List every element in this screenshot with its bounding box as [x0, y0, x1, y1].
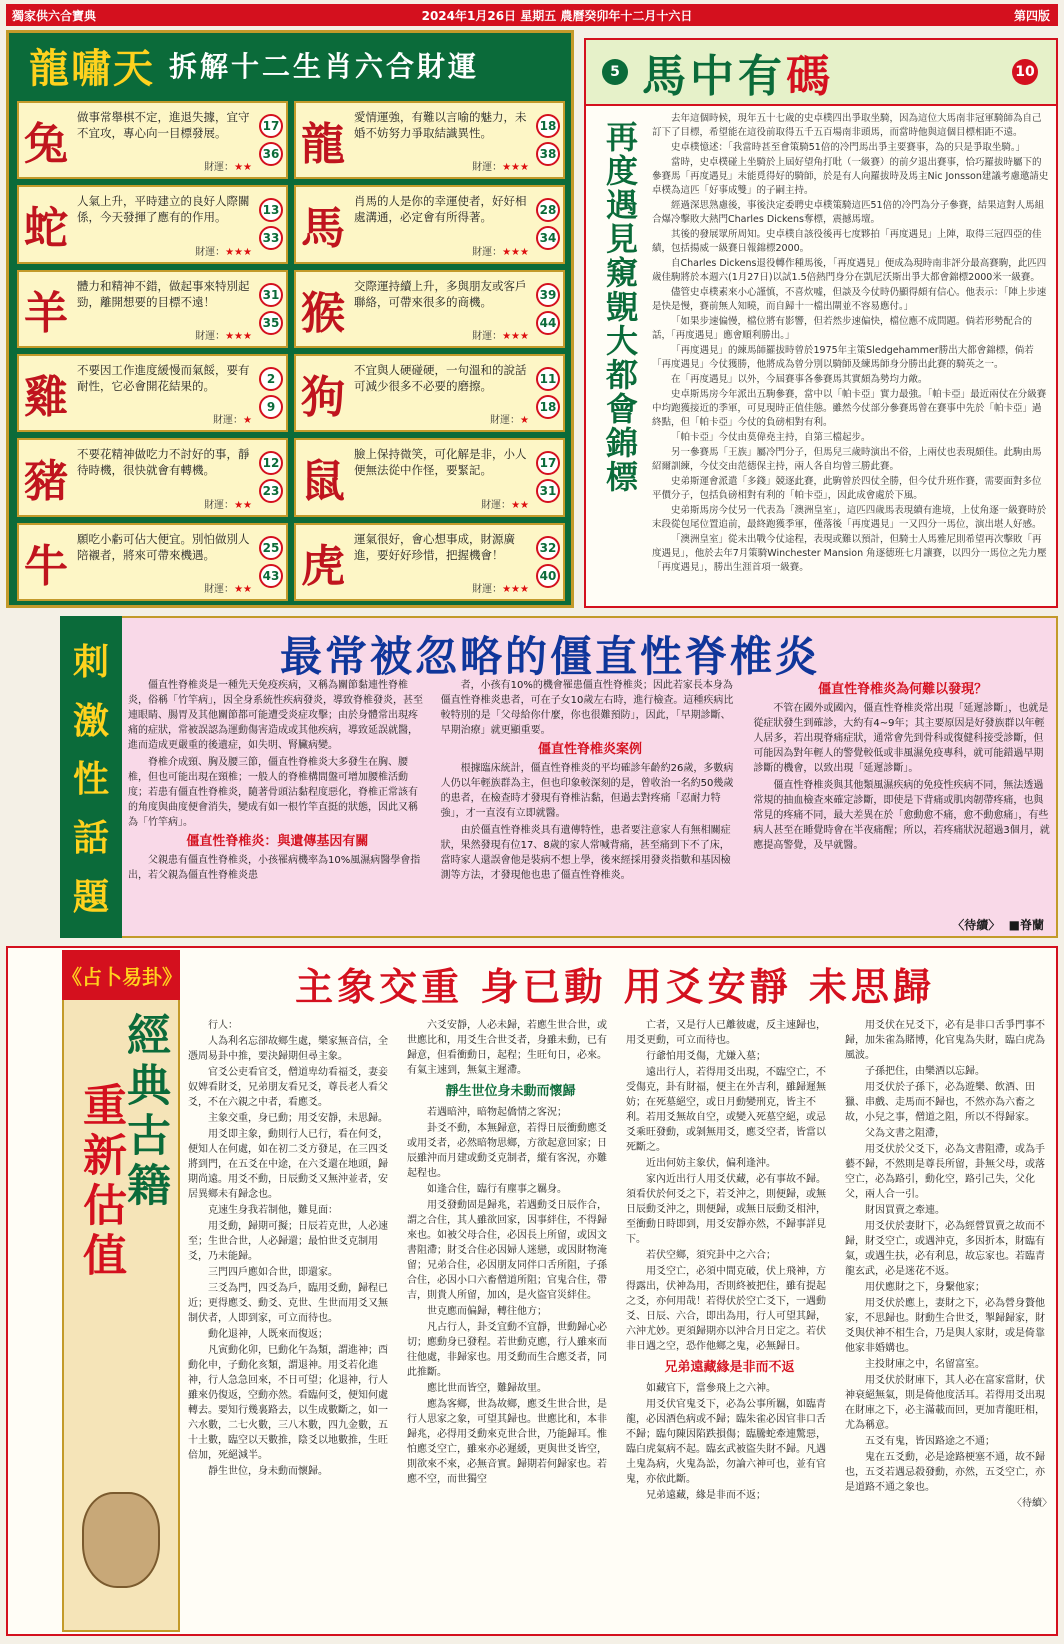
- zodiac-content: [350, 356, 533, 430]
- zodiac-cell: [294, 354, 565, 432]
- article-paragraph: 根據臨床統計，僵直性脊椎炎的平均確診年齡約26歲，多數病人仍以年輕族群為主，但也印象較深刻的是，曾收治一名約50幾歲的患者，在檢查時才發現有脊椎沾黏，但過去對疼痛「忍耐力特強」，才一直沒有立即就醫。: [440, 763, 734, 819]
- lucky-number: 43: [259, 564, 283, 588]
- zodiac-wealth: [77, 411, 252, 426]
- divination-column-1: [188, 1018, 395, 1634]
- masthead-publisher: 獨家供六合寶典: [12, 8, 97, 23]
- zodiac-fortune: 人氣上升，平時建立的良好人際關係，今天發揮了應有的作用。: [77, 194, 250, 225]
- scroll-text-revalue: 重新估值: [75, 1082, 126, 1282]
- zodiac-content: [73, 103, 256, 177]
- zodiac-cell: [294, 185, 565, 263]
- zodiac-cell: [17, 354, 288, 432]
- lucky-number: 35: [259, 311, 283, 335]
- horse-title: [642, 40, 834, 104]
- lucky-number: 2: [259, 367, 283, 391]
- article-paragraph: 三爻為門，四爻為戶，臨用爻動，歸程已近；更得應爻、動爻、克世、生世而用爻又無制伏者，人即到家，可立而待也。: [188, 1283, 388, 1324]
- article-paragraph: 用爻發動固是歸兆，若遇動爻日辰作合，謂之合住，其人雖欲回家，因事絆住，不得歸來也。如被父母合住，必因長上所留，或因文書阻滯；財爻合住必因婦人迷戀，或因財物淹留；兄弟合住，必因朋友同伴口舌所阻，子孫合住，必因小口六畜僧道所阻；官鬼合住，帶吉，則貴人所留，加凶，是火盜官災絆住。: [407, 1200, 607, 1301]
- zodiac-animal: 鼠: [301, 456, 345, 508]
- article-paragraph: 凡寅動化卯，巳動化午為類，謂進神；酉動化申，子動化亥類，謂退神。用爻若化進神，行人急急回來，不日可望；化退神，行人雖來仍復返，空動亦然。看臨何爻，便知何處轉去。要知行幾裏路去，以生成數斷之，如一六水數，二七火數，三八木數，四九金數，五十土數，臨空以天數推，陰爻以地數推，生旺倍加，死絕減半。: [188, 1345, 388, 1461]
- wealth-label: 財運：: [204, 162, 235, 174]
- article-paragraph: 史卓斯馬房今年派出五駒參賽，當中以「帕卡亞」實力最強。「帕卡亞」最近兩仗在分級賽中均跑獲接近的季軍，可見現時正值佳態。雖然今仗部分參賽馬曾在賽事中先於「帕卡亞」過終點，但「帕卡亞」今仗的負磅相對有利。: [652, 389, 1047, 428]
- zodiac-animal: 猴: [301, 287, 345, 339]
- zodiac-fortune: 體力和精神不錯，做起事來特別起勁，離開想要的目標不遠！: [77, 278, 250, 309]
- article-paragraph: 去年這個時候，現年五十七歲的史卓樸四出爭取坐騎，因為這位大馬南非冠軍騎師為自己訂下了目標，希望能在這役前取得五千五百場南非頭馬，而當時他與這個目標相距不遠。: [652, 113, 1042, 138]
- lucky-number: 31: [536, 479, 560, 503]
- lucky-number: 12: [259, 451, 283, 475]
- zodiac-cell: [17, 101, 288, 179]
- article-paragraph: 財因買賣之牽連。: [865, 1205, 945, 1216]
- article-paragraph: 用爻伏於子孫下，必為遊樂、飲酒、田獵、串戲、走馬而不歸也，不然亦為六畜之故，小兒之事，僧道之阻，所以不得歸家。: [845, 1082, 1035, 1123]
- zodiac-content: [350, 272, 533, 346]
- wealth-label: 財運：: [204, 499, 235, 511]
- wealth-stars: ★★★: [502, 584, 529, 595]
- article-paragraph: 應比世而皆空，難歸故里。: [427, 1383, 547, 1394]
- article-paragraph: 子孫把住，由樂酒以忘歸。: [865, 1066, 985, 1077]
- zodiac-wealth: [77, 580, 252, 595]
- article-paragraph: 如逢合住，臨行有塵事之羈身。: [427, 1184, 567, 1195]
- zodiac-fortune: 肖馬的人是你的幸運使者，好好相處溝通，必定會有所得著。: [354, 194, 527, 225]
- article-paragraph: 應為客鄉，世為故鄉，應爻生世合世，是行人思家之象，可望其歸也。世應比和，本非歸兆，必得用爻動來克世合世，乃能歸耳。惟怕應爻空亡，雖來亦必遲緩，更與世爻皆空，則欲來不來，必無音實。歸期若何歸家也。若應不空，而世獨空: [407, 1399, 607, 1485]
- section-heading: 兄弟遠藏緣是非而不返: [664, 1360, 795, 1375]
- zodiac-animal: 龍: [301, 119, 345, 171]
- zodiac-fortune: 不要花精神做吃力不討好的事，靜待時機，很快就會有轉機。: [77, 447, 250, 478]
- health-article-title: 最常被忽略的僵直性脊椎炎: [279, 632, 820, 681]
- lucky-number: 36: [259, 142, 283, 166]
- lucky-number: 23: [259, 479, 283, 503]
- article-paragraph: 者，小孩有10%的機會罹患僵直性脊椎炎；因此若家長本身為僵直性脊椎炎患者，可在子女10歲左右時，進行檢查。這種疾病比較特別的是「父母給你什麼，你也很難預防」，因此，「早期診斷、早期治療」就更顯重要。: [440, 680, 734, 736]
- zodiac-wealth: [77, 327, 252, 342]
- zodiac-fortune: 不宜與人硬碰硬，一句溫和的說話可減少很多不必要的磨擦。: [354, 363, 527, 393]
- article-paragraph: 三門四戶應如合世，即還家。: [208, 1267, 338, 1278]
- wealth-stars: ★: [243, 415, 252, 427]
- wealth-stars: ★★: [234, 162, 252, 174]
- horse-headline: 再度遇見窺覬大都會錦標: [601, 120, 639, 494]
- lucky-number: 33: [259, 226, 283, 250]
- wealth-label: 財運：: [213, 415, 244, 427]
- side-banner-char: 題: [72, 876, 109, 919]
- wealth-label: 財運：: [472, 584, 503, 595]
- zodiac-numbers: [533, 272, 563, 346]
- zodiac-header: [9, 33, 571, 97]
- number-badge-left: 5: [602, 59, 628, 85]
- article-paragraph: 鬼在五爻動，必是途路梗塞不通，故不歸也，五爻若遇忌殺發動，亦然，五爻空亡，亦是道路不通之象也。: [845, 1452, 1045, 1493]
- lucky-number: 17: [536, 451, 560, 475]
- article-paragraph: 當時，史卓樸碰上坐騎於上屆好望角打吡（一級賽）的前夕退出賽事，恰巧羅拔時屬下的參賽馬「再度遇見」未能覓得好的騎師，於是有人向羅拔時及馬主Nic Jonsson建議考慮邀請史卓樸為這匹「好事成雙」的子嗣主持。: [652, 157, 1049, 196]
- zodiac-wealth: [354, 411, 529, 426]
- zodiac-grid: [17, 101, 565, 601]
- zodiac-numbers: [256, 440, 286, 514]
- wealth-label: 財運：: [472, 331, 503, 342]
- wealth-label: 財運：: [195, 331, 226, 342]
- article-paragraph: 人為利名忘卻故鄉生處，樂家無音信，全憑周易卦中推，要決歸期但尋主象。: [188, 1036, 388, 1062]
- article-paragraph: 用爻伏官鬼爻下，必為公事所羈，如臨青龍，必因酒色病或不歸；臨朱雀必因官非口舌不歸；臨句陳因陷跌損傷；臨騰蛇牽連驚惡，臨白虎氣病不起。臨玄武被盜失財不歸。凡遇土鬼為病，火鬼為訟，勿論六神可也，並有官鬼，亦依此斷。: [626, 1399, 826, 1485]
- wealth-label: 財運：: [472, 162, 503, 174]
- article-paragraph: 世克應而偏歸，轉往他方；: [427, 1306, 547, 1317]
- zodiac-fortune: 臉上保持微笑，可化解是非，小人便無法從中作怪，要緊記。: [354, 447, 527, 478]
- zodiac-numbers: [256, 272, 286, 346]
- masthead: [6, 4, 1058, 26]
- article-paragraph: 在「再度遇見」以外，今屆賽事各參賽馬其實頗為勢均力敵。: [671, 374, 928, 385]
- wealth-stars: ★★: [234, 584, 252, 595]
- number-badge-right: 10: [1012, 59, 1038, 85]
- health-column-1: [128, 678, 427, 934]
- zodiac-content: [73, 356, 256, 430]
- article-paragraph: 「再度遇見」的練馬師羅拔時曾於1975年主策Sledgehammer勝出大都會錦標，倘若「再度遇見」今仗獲勝，他將成為曾分別以騎師及練馬師身分勝出此賽的騎英之一。: [652, 345, 1034, 370]
- article-paragraph: 用爻動，歸期可擬；日辰若克世，人必速至；生世合世，人必歸還；最怕世爻克制用爻，乃未能歸。: [188, 1221, 388, 1262]
- zodiac-numbers: [533, 103, 563, 177]
- wealth-stars: ★★: [234, 499, 252, 511]
- article-paragraph: 家內近出行人用爻伏藏，必有事故不歸。須看伏於何爻之下，若爻沖之，則便歸，或無日辰動爻沖之，則便歸，或無日辰動爻相沖，至衝動日時即到，用爻安靜亦然，不歸事詳見下。: [626, 1174, 826, 1245]
- lucky-number: 18: [536, 114, 560, 138]
- section-heading: 靜生世位身未動而懷歸: [445, 1084, 576, 1099]
- article-paragraph: 如藏官下，當參飛上之六神。: [646, 1383, 776, 1394]
- lucky-number: 13: [259, 198, 283, 222]
- zodiac-numbers: [256, 525, 286, 599]
- zodiac-animal: 羊: [24, 287, 68, 339]
- side-banner-char: 話: [72, 817, 109, 860]
- wealth-stars: ★★★: [225, 331, 252, 342]
- health-byline: [952, 916, 1044, 933]
- zodiac-fortune: 運氣很好，會心想事成，財源廣進，要好好珍惜，把握機會！: [354, 531, 515, 562]
- horse-section: [584, 38, 1058, 608]
- article-paragraph: 凡占行人，卦爻宜動不宜靜，世動歸心必切；應動身已發程。若世動克應，行人雖來而往他處，非歸家也。用爻動而生合應爻者，同此推斷。: [407, 1322, 607, 1378]
- zodiac-cell: [17, 438, 288, 516]
- article-paragraph: 由於僵直性脊椎炎具有遺傳特性，患者要注意家人有無相關症狀，果然發現有位17、8歲的家人常喊背痛，甚至痛到下不了床，當時家人還誤會他是裝病不想上學，後來經採用發炎指數和基因檢測等方法，才發現他也患了僵直性脊椎炎。: [440, 825, 731, 881]
- zodiac-numbers: [533, 525, 563, 599]
- zodiac-animal: 馬: [301, 203, 345, 255]
- article-paragraph: 兄弟遠藏，緣是非而不返；: [646, 1490, 766, 1501]
- article-paragraph: 六爻安靜，人必未歸，若應生世合世，或世應比和，用爻生合世爻者，身雖未動，已有歸意，但看衝動日，起程；生旺旬日，必來。有氣主速到，無氣主遲滯。: [407, 1020, 607, 1076]
- zodiac-content: [73, 272, 256, 346]
- zodiac-section: [6, 30, 574, 608]
- wealth-label: 財運：: [195, 246, 226, 258]
- article-paragraph: 卦爻不動，本無歸意，若得日辰衝動應爻或用爻者，必然暗物思鄉，方欲起意回家；日辰雖沖而月建或動爻克制者，縱有客況，亦難起程也。: [407, 1123, 607, 1179]
- lucky-number: 28: [536, 198, 560, 222]
- horse-title-accent: 碼: [786, 51, 834, 102]
- continued-marker: 〈待續〉: [1012, 1498, 1052, 1509]
- zodiac-wealth: [77, 496, 252, 511]
- lucky-number: 31: [259, 283, 283, 307]
- wealth-label: 財運：: [204, 584, 235, 595]
- article-paragraph: 近出何妨主象伏，偏利逢沖。: [646, 1158, 776, 1169]
- article-paragraph: 亡者，又是行人已離彼處，反主速歸也，用爻更動，可立而待也。: [626, 1020, 826, 1046]
- zodiac-numbers: [533, 187, 563, 261]
- zodiac-fortune: 交際運持續上升，多與朋友或客戶聯絡，可帶來很多的商機。: [354, 278, 527, 309]
- article-paragraph: 用爻即主象，動則行人已行，看在何爻，便知人在何處，如在初二爻方發足，在三四爻將到門，在五爻在中途，在六爻還在地頭，歸期尚遠。用爻不動，日辰動爻又無沖並者，安居異鄉未有歸念也。: [188, 1129, 388, 1200]
- wealth-label: 財運：: [472, 246, 503, 258]
- article-paragraph: 若遇暗沖，暗物起僑情之客況；: [427, 1107, 567, 1118]
- article-paragraph: 史弟斯運會派遣「多錢」競逐此賽，此駒曾於四仗全勝，但今仗升班作賽，需要面對多位平價分子，包括負磅相對有利的「帕卡亞」，因此成會處於下風。: [652, 476, 1042, 501]
- article-paragraph: 行爺怕用爻傷，尤嫌入墓；: [646, 1051, 766, 1062]
- lucky-number: 11: [536, 367, 560, 391]
- zodiac-wealth: [354, 158, 529, 173]
- wealth-stars: ★: [520, 415, 529, 427]
- lucky-number: 40: [536, 564, 560, 588]
- divination-column-2: [407, 1018, 614, 1634]
- zodiac-wealth: [354, 327, 529, 342]
- article-paragraph: 用爻伏於妻財下，必為經營買賣之故而不歸，財爻空亡，或遇沖克，多因折本，財臨有氣，或遇生扶，必有利息，故忘家也。若臨青龍玄武，必是迷花不返。: [845, 1221, 1045, 1277]
- health-side-banner: [60, 616, 122, 938]
- wealth-stars: ★★★: [502, 162, 529, 174]
- zodiac-numbers: [256, 187, 286, 261]
- zodiac-cell: [17, 523, 288, 601]
- lucky-number: 9: [259, 395, 283, 419]
- zodiac-numbers: [533, 356, 563, 430]
- wealth-stars: ★★★: [502, 331, 529, 342]
- zodiac-content: [350, 525, 533, 599]
- zodiac-numbers: [256, 356, 286, 430]
- section-heading: 僵直性脊椎炎案例: [538, 742, 643, 757]
- article-paragraph: 官爻公吏看官爻，僧道卑幼看福爻，妻妾奴婢看財爻，兄弟朋友看兄爻，尊長老人看父爻，不在六親之中者，看應爻。: [188, 1067, 388, 1108]
- lucky-number: 34: [536, 226, 560, 250]
- lucky-number: 44: [536, 311, 560, 335]
- article-paragraph: 用爻空亡，必須中間克破，伏上飛神，方得露出，伏神為用，否則終被把住，雖有提起之爻，亦何用哉！若得伏於空亡爻下，一遇動爻、日辰、六合，即出為用，行人可望其歸，六沖尤妙。更須歸期亦以沖合月日定之。若伏非日遇之空，恐作他鄉之鬼，必無歸日。: [626, 1266, 826, 1352]
- zodiac-title: 龍嘯天: [29, 44, 155, 92]
- article-paragraph: 經過深思熟慮後，事後決定委聘史卓樸策騎這匹51倍的冷門為分子參賽，結果這對人馬組合爆冷擊敗大熱門Charles Dickens奪標，震撼馬壇。: [652, 200, 1045, 225]
- zodiac-animal: 蛇: [24, 203, 68, 255]
- article-paragraph: 僵直性脊椎炎與其他類風濕疾病的免疫性疾病不同，無法透過常規的抽血檢查來確定診斷，即使是下背痛或肌肉韌帶疼痛，也與常見的疼痛不同，最大差異在於「愈動愈不痛，愈不動愈痛」，有些病人甚至在睡覺時會在半夜痛醒；所以，若疼痛狀況超過3個月，就應提高警覺，及早就醫。: [753, 780, 1050, 851]
- section-heading: 僵直性脊椎炎：與遺傳基因有關: [186, 834, 369, 849]
- zodiac-content: [350, 103, 533, 177]
- lucky-number: 18: [536, 395, 560, 419]
- article-paragraph: 遠出行人，若得用爻出現，不臨空亡，不受傷克，卦有財福，便主在外吉利，雖歸遲無妨；在死墓絕空，或日月動變刑克，皆主不利。若用爻無故自空，或變入死墓空絕，或忌爻乘旺發動，或剝無用爻，應爻空者，皆當以死斷之。: [626, 1067, 826, 1153]
- zodiac-cell: [17, 270, 288, 348]
- horse-article-body: [652, 112, 1050, 602]
- article-paragraph: 其後的發展眾所周知。史卓樸自該役後再七度夥拍「再度遇見」上陣，取得三冠四亞的佳績，包括揚威一級賽日報錦標2000。: [652, 229, 1042, 254]
- zodiac-numbers: [533, 440, 563, 514]
- zodiac-animal: 虎: [301, 540, 345, 592]
- article-paragraph: 靜生世位，身未動而懷歸。: [208, 1466, 328, 1477]
- health-column-2: [441, 678, 740, 934]
- article-paragraph: 用爻伏於父爻下，必為文書阻滯，或為手藝不歸，不然則是尊長所留，卦無父母，或落空亡，必為路引，動化空，路引己失，父化父，兩人合一引。: [845, 1144, 1045, 1200]
- masthead-page: 第四版: [1013, 8, 1050, 23]
- zodiac-animal: 雞: [24, 372, 68, 424]
- divination-column-label: 《占卜易卦》: [62, 950, 180, 1000]
- article-paragraph: 另一參賽馬「王族」屬冷門分子，但馬兒三歲時演出不俗，上兩仗也表現頗佳。此駒由馬紹爾訓練，今仗交由范德保主持，兩人各自均曾三勝此賽。: [652, 447, 1042, 472]
- lucky-number: 32: [536, 536, 560, 560]
- zodiac-cell: [294, 523, 565, 601]
- article-paragraph: 用爻伏在兄爻下，必有是非口舌爭門事不歸，加朱雀為賭博，化官鬼為失財，臨白虎為風波。: [845, 1020, 1045, 1061]
- zodiac-subtitle: 拆解十二生肖六合財運: [169, 50, 480, 83]
- article-paragraph: 主投財庫之中，名留富室。: [865, 1359, 985, 1370]
- article-paragraph: 動化退神，人既來而復返；: [208, 1329, 328, 1340]
- article-paragraph: 史弟斯馬房今仗另一代表為「澳洲皇室」，這匹四歲馬表現續有進境，上仗角逐一級賽時於末段從包尾位置追前，最終跑獲季軍，僅落後「再度遇見」一又四分一馬位，演出堪人好感。: [652, 505, 1047, 530]
- zodiac-cell: [294, 101, 565, 179]
- lucky-number: 39: [536, 283, 560, 307]
- article-paragraph: 僵直性脊椎炎是一種先天免疫疾病，又稱為關節黏連性脊椎炎，俗稱「竹竿病」，因全身系統性疾病發炎，導致脊椎發炎，甚至連眼睛、腸胃及其他關節都可能遭受炎症攻擊；由於身體常出現疼痛的症狀，常被誤認為運動傷害造成或其他疾病，導致延誤就醫，進而造成更嚴重的後遺症，如失明、腎臟病變。: [128, 680, 423, 751]
- article-paragraph: 若伏空鄉，須究卦中之六合；: [646, 1250, 776, 1261]
- lucky-number: 25: [259, 536, 283, 560]
- wealth-stars: ★★★: [502, 246, 529, 258]
- zodiac-wealth: [354, 496, 529, 511]
- divination-column-3: [626, 1018, 833, 1634]
- wealth-label: 財運：: [490, 415, 521, 427]
- zodiac-fortune: 願吃小虧可佔大便宜。別怕做別人陪襯者，將來可帶來機遇。: [77, 531, 250, 562]
- side-banner-char: 激: [72, 699, 109, 742]
- scroll-text-classic: 經典古籍: [119, 1012, 170, 1212]
- article-paragraph: 「如果步速偏慢，檔位將有影響，但若然步速偏快，檔位應不成問題。倘若形勢配合的話，「再度遇見」應會順利勝出。」: [652, 316, 1033, 341]
- divination-scroll: [62, 950, 180, 1632]
- lucky-number: 38: [536, 142, 560, 166]
- article-paragraph: 不管在國外或國內，僵直性脊椎炎常出現「延遲診斷」，也就是從症狀發生到確診，大約有4~9年；其主要原因是好發族群以年輕人居多，若出現脊痛症狀，通常會先到骨科或復健科接受診斷，但可能因為對年輕人的警覺較低或非風濕免疫專科，就可能錯過早期診斷的機會，以致出現「延遲診斷」。: [753, 703, 1049, 774]
- health-article-columns: [128, 678, 1052, 934]
- wealth-stars: ★★: [511, 499, 529, 511]
- zodiac-cell: [294, 438, 565, 516]
- zodiac-content: [350, 440, 533, 514]
- zodiac-fortune: 做事常舉棋不定，進退失據，宜守不宜攻，專心向一目標發展。: [77, 110, 250, 140]
- article-paragraph: 主象交重，身已動；用爻安靜，未思歸。: [208, 1113, 388, 1124]
- divination-column-4: [845, 1018, 1052, 1634]
- article-paragraph: 「帕卡亞」今仗由莫偉堯主持，自第三檔起步。: [671, 432, 871, 443]
- wealth-label: 財運：: [481, 499, 512, 511]
- divination-columns: [188, 1018, 1052, 1634]
- zodiac-fortune: 愛情運強，有難以言喻的魅力，未婚不妨努力爭取結識異性。: [354, 110, 527, 140]
- zodiac-content: [73, 440, 256, 514]
- lucky-number: 17: [259, 114, 283, 138]
- side-banner-char: 性: [72, 758, 109, 801]
- zodiac-animal: 牛: [24, 540, 68, 592]
- side-banner-char: 刺: [72, 640, 109, 683]
- health-continued: 〈待續〉: [952, 918, 1001, 932]
- zodiac-cell: [294, 270, 565, 348]
- portrait-illustration: [82, 1492, 160, 1588]
- zodiac-fortune: 不要因工作進度緩慢而氣餒，要有耐性，它必會開花結果的。: [77, 363, 250, 393]
- article-paragraph: 史卓樸憶述：「我當時甚至會策騎51倍的冷門馬出爭主要賽事，為的只是爭取坐騎。」: [671, 142, 1026, 153]
- article-paragraph: 儘管史卓樸素來小心謹慎，不喜炊嘘，但談及今仗時仍顯得頗有信心。他表示：「陣上步速是快是慢，賽前無人知曉，而自歸十一檔出閘並不容易應付。」: [652, 287, 1047, 312]
- wealth-stars: ★★★: [225, 246, 252, 258]
- zodiac-numbers: [256, 103, 286, 177]
- zodiac-content: [350, 187, 533, 261]
- article-paragraph: 用爻伏於財庫下，其人必在富家當財，伏神衰絕無氣，則是倚他度活耳。若得用爻出現在財庫之下，必主滿載而回，更加青龍旺相，尤為稱意。: [845, 1375, 1045, 1431]
- article-paragraph: 父親患有僵直性脊椎炎，小孩罹病機率為10%風濕病醫學會指出，若父親為僵直性脊椎炎患: [128, 855, 421, 881]
- zodiac-animal: 狗: [301, 372, 345, 424]
- article-paragraph: 脊椎介成頸、胸及腰三節，僵直性脊椎炎大多發生在胸、腰椎，但也可能出現在頸椎；一般人的脊椎構間盤可增加腰椎活動度；若患有僵直性脊椎炎，隨著骨頭沾黏程度惡化，脊椎正常該有的角度與曲度便會消失，變成有如一根竹竿直挺的狀態，因此又稱為「竹竿病」。: [128, 757, 418, 828]
- zodiac-animal: 豬: [24, 456, 68, 508]
- zodiac-wealth: [354, 243, 529, 258]
- article-paragraph: 用伏應財之下，身繫他家；: [865, 1282, 985, 1293]
- article-paragraph: 用爻伏於應上，妻財之下，必為營身贅他家，不思歸也。財動生合世爻，掣歸歸家，財爻與伏神不相生合，乃是與人家財，或是倚靠他家非婚媾也。: [845, 1298, 1045, 1354]
- article-paragraph: 「澳洲皇室」從未出戰今仗途程，表現或難以預計，但騎士人馬雅尼則希望再次擊敗「再度遇見」，他於去年7月策騎Winchester Mansion 角逐德班七月讓賽，以四分一馬位之先力壓「再度遇見」，勝出生涯首項一級賽。: [652, 534, 1047, 573]
- zodiac-content: [73, 525, 256, 599]
- horse-title-main: 馬中有: [642, 51, 786, 102]
- zodiac-wealth: [77, 158, 252, 173]
- divination-title: 主象交重 身已動 用爻安靜 未思歸: [295, 964, 935, 1009]
- health-author: ■脊蘭: [1008, 918, 1044, 932]
- article-paragraph: 五爻有鬼，皆因路途之不通；: [865, 1436, 995, 1447]
- article-paragraph: 父為文書之阻滯，: [865, 1128, 945, 1139]
- article-paragraph: 克速生身我若制他，難見面：: [208, 1205, 338, 1216]
- zodiac-content: [73, 187, 256, 261]
- zodiac-wealth: [77, 243, 252, 258]
- zodiac-cell: [17, 185, 288, 263]
- zodiac-wealth: [354, 580, 529, 595]
- masthead-date: 2024年1月26日 星期五 農曆癸卯年十二月十六日: [421, 8, 693, 23]
- health-column-3: [753, 678, 1052, 934]
- section-heading: 僵直性脊椎炎為何難以發現？: [818, 682, 988, 697]
- article-paragraph: 行人：: [208, 1020, 238, 1031]
- zodiac-animal: 兔: [24, 119, 68, 171]
- article-paragraph: 自Charles Dickens退役轉作種馬後，「再度遇見」便成為現時南非評分最高賽駒，此匹四歲佳駒將於本週六(1月27日)以試1.5倍熱門身分在凱尼沃斯出爭大都會錦標2000米一級賽。: [652, 258, 1047, 283]
- horse-header: [586, 40, 1056, 106]
